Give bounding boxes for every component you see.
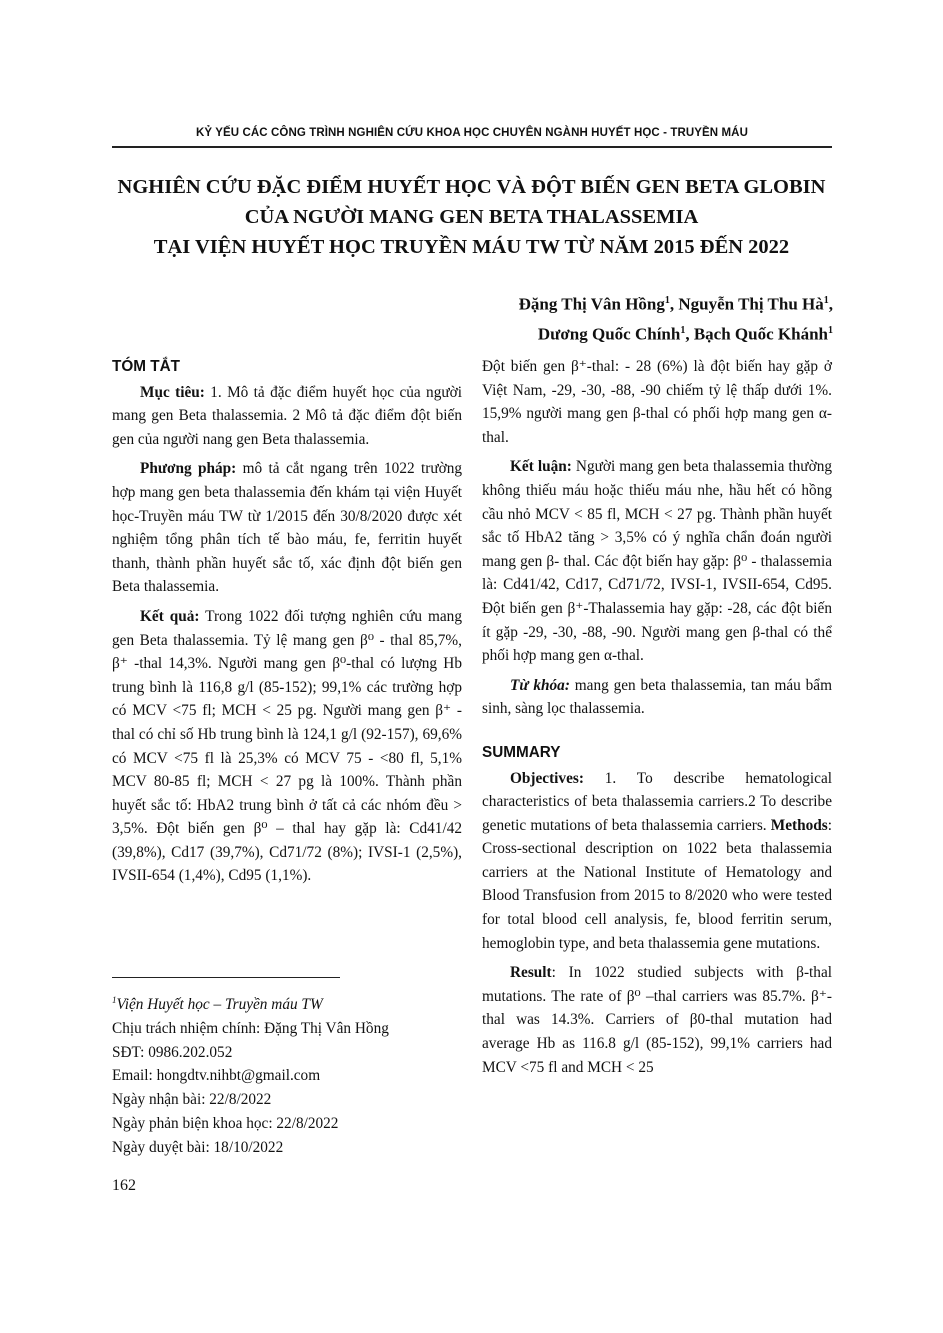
footnote-accepted: Ngày duyệt bài: 18/10/2022 [112,1138,284,1156]
footnote-responsible: Chịu trách nhiệm chính: Đặng Thị Vân Hồng [112,1019,389,1037]
result-paragraph: Result: In 1022 studied subjects with β-thal mutations. The rate of β⁰ –thal carriers was 85.7%. β⁺-thal was 14.3%. Carriers of β0-thal mutation had average Hb as 116.8 g/l (85-152), 99,1% carriers had MCV <75 fl and MCH < 25 [482,964,832,1076]
author-name: Nguyễn Thị Thu Hà [678,294,824,314]
footnote-phone: SĐT: 0986.202.052 [112,1043,233,1061]
results-paragraph: Kết quả: Trong 1022 đối tượng nghiên cứu mang gen Beta thalassemia. Tỷ lệ mang gen β⁰ - thal 85,7%, β⁺ -thal 14,3%. Người mang gen β⁰-thal có lượng Hb trung bình là 116,8 g/l (85-152); 99,1% các trường hợp có MCV <75 fl; MCH < 25 pg. Người mang gen β⁺ - thal có chỉ số Hb trung bình là 124,1 g/l (92-157), 69,6% có MCV <75 fl là 25,3% có MCV 75 - <80 fl, 5,1% MCV 80-85 fl; MCH < 27 pg là 100%. Thành phần huyết sắc tố: HbA2 trung bình ở tất cả các nhóm đều > 3,5%. Đột biến gen β⁰ – thal hay gặp là: Cd41/42 (39,8%), Cd17 (39,7%), Cd71/72 (8%); IVSI-1 (2,5%), IVSII-654 (1,4%), Cd95 (1,1%). [112,607,462,885]
footnote-affiliation: $^1$Viện Huyết học – Truyền máu TW [112,995,323,1014]
footnote-email: Email: hongdtv.nihbt@gmail.com [112,1067,321,1085]
footnote-reviewed: Ngày phản biện khoa học: 22/8/2022 [112,1115,339,1133]
title-line: NGHIÊN CỨU ĐẶC ĐIỂM HUYẾT HỌC VÀ ĐỘT BIẾN GEN BETA GLOBIN [117,176,826,198]
header-rule [112,146,832,148]
summary-heading: SUMMARY [482,743,561,761]
objectives-paragraph: Objectives: 1. To describe hematological characteristics of beta thalassemia carriers.2 To describe genetic mutations of beta thalassemia carriers. Methods: Cross-sectional description on 1022 beta thalassemia carriers at the National Institute of Hematology and Blood Transfusion from 2015 to 8/2020 who were tested for total blood cell analysis, fe, blood ferritin serum, hemoglobin type, and beta thalassemia gene mutations. [482,769,832,952]
abstract-heading: TÓM TẮT [112,358,180,375]
keywords-paragraph: Từ khóa: mang gen beta thalassemia, tan máu bẩm sinh, sàng lọc thalassemia. [482,676,832,718]
title-line: TẠI VIỆN HUYẾT HỌC TRUYỀN MÁU TW TỪ NĂM 2015 ĐẾN 2022 [153,236,790,258]
running-head: KỶ YẾU CÁC CÔNG TRÌNH NGHIÊN CỨU KHOA HỌC CHUYÊN NGÀNH HUYẾT HỌC - TRUYỀN MÁU [195,127,748,139]
footnote-rule [112,977,340,978]
page-number: 162 [112,1177,136,1194]
conclusion-paragraph: Kết luận: Người mang gen beta thalassemia thường không thiếu máu hoặc thiếu máu nhe, hầu hết có hồng cầu nhỏ MCV < 85 fl, MCH < 27 pg. Thành phần huyết sắc tố HbA2 tăng > 3,5% có ý nghĩa chẩn đoán người mang gen β- thal. Các đột biến hay gặp: β⁰ - thalassemia là: Cd41/42, Cd17, Cd71/72, IVSI-1, IVSII-654, Cd95. Đột biến gen β⁺-Thalassemia hay gặp: -28, các đột biến ít gặp -29, -30, -88, -90. Người mang gen β-thal có thể phối hợp mang gen α-thal. [482,458,832,665]
objective-paragraph: Mục tiêu: 1. Mô tả đặc điểm huyết học của người mang gen Beta thalassemia. 2 Mô tả đặc điểm đột biến gen của người nang gen Beta thalassemia. [112,383,462,448]
author-name: Dương Quốc Chính [537,324,681,344]
affiliation-mark: 1 [680,324,686,336]
affiliation-mark: 1 [828,324,833,336]
author-list: Đặng Thị Vân Hồng$^1$, Nguyễn Thị Thu $Hà^1$, Dương Quốc Chính$^1$, Bạch Quốc Khánh$^1$ [518,294,833,344]
author-name: Đặng Thị Vân Hồng [518,294,665,314]
footnote-received: Ngày nhận bài: 22/8/2022 [112,1091,272,1109]
affiliation-mark: 1 [664,295,670,306]
title-line: CỦA NGƯỜI MANG GEN BETA THALASSEMIA [244,206,699,228]
results-continued: Đột biến gen β⁺-thal: - 28 (6%) là đột biến hay gặp ở Việt Nam, -29, -30, -88, -90 chiếm tỷ lệ thấp dưới 1%. 15,9% người mang gen β-thal có phối hợp mang gen α-thal. [482,358,832,446]
methods-paragraph: Phương pháp: mô tả cắt ngang trên 1022 trường hợp mang gen beta thalassemia đến khám tại viện Huyết học-Truyền máu TW từ 1/2015 đến 30/8/2020 được xét nghiệm tổng phân tích tế bào máu, fe, ferritin huyết thanh, thành phần huyết sắc tố, xác định đột biến gen Beta thalassemia. [112,460,462,596]
article-title [90,172,853,262]
left-column [112,355,462,888]
author-name: Bạch Quốc Khánh [693,324,828,344]
footnotes [112,989,462,1160]
right-column [482,355,832,1079]
affiliation-mark: 1 [823,295,829,306]
